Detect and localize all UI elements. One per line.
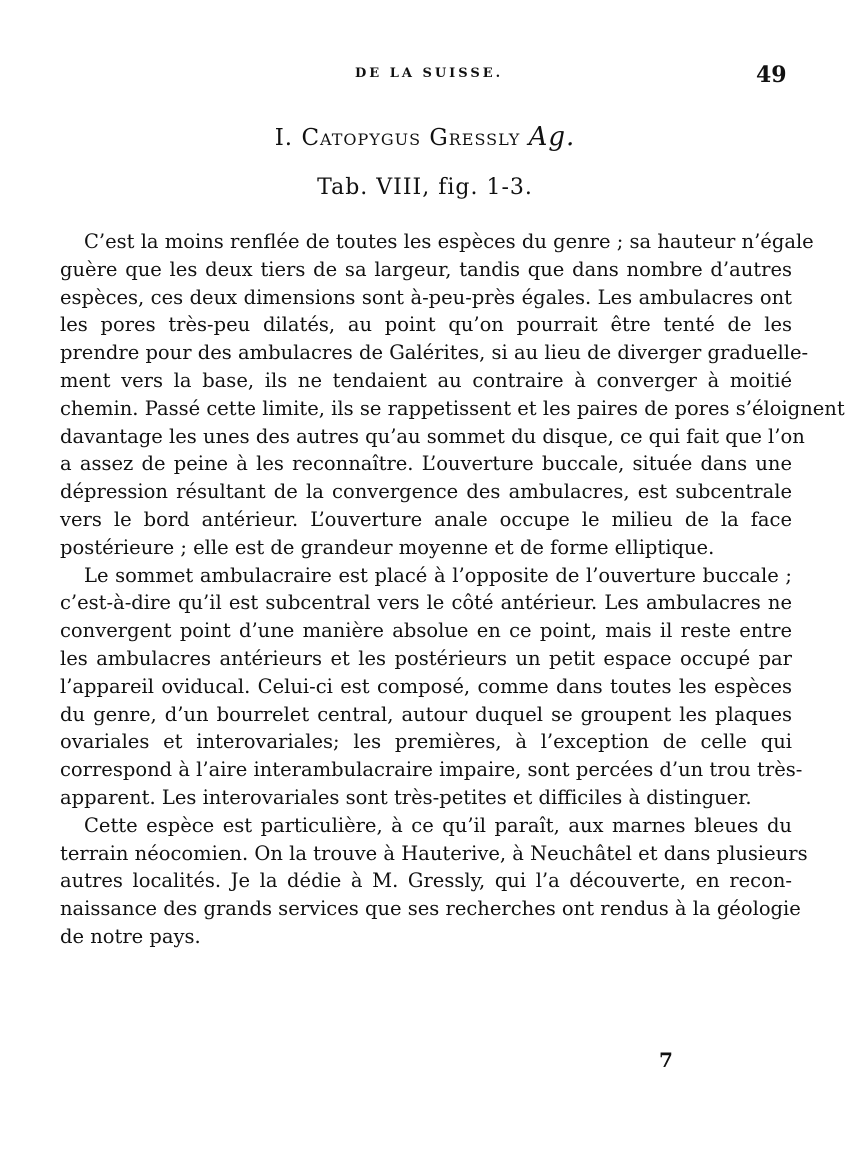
running-head bbox=[0, 64, 850, 88]
running-title: DE LA SUISSE. bbox=[355, 66, 504, 81]
text-line: chemin. Passé cette limite, ils se rappetissent et les paires de pores s’éloignent bbox=[60, 396, 845, 420]
text-line: autres localités. Je la dédie à M. Gressly, qui l’a découverte, en recon- bbox=[60, 869, 792, 893]
page-number: 49 bbox=[756, 62, 787, 88]
text-line: les pores très-peu dilatés, au point qu’on pourrait être tenté de les bbox=[60, 313, 792, 337]
text-line: Cette espèce est particulière, à ce qu’il paraît, aux marnes bleues du bbox=[84, 813, 792, 837]
text-line: a assez de peine à les reconnaître. L’ouverture buccale, située dans une bbox=[60, 452, 792, 476]
text-line: espèces, ces deux dimensions sont à-peu-près égales. Les ambulacres ont bbox=[60, 285, 792, 309]
section-number: I. bbox=[274, 125, 294, 151]
text-line: vers le bord antérieur. L’ouverture anale occupe le milieu de la face bbox=[60, 507, 792, 531]
text-line: ment vers la base, ils ne tendaient au contraire à converger à moitié bbox=[60, 368, 792, 392]
text-line: guère que les deux tiers de sa largeur, tandis que dans nombre d’autres bbox=[60, 257, 792, 281]
plate-reference: Tab. VIII, fig. 1-3. bbox=[317, 175, 533, 200]
text-line: C’est la moins renflée de toutes les espèces du genre ; sa hauteur n’égale bbox=[84, 230, 814, 253]
text-line: l’appareil oviducal. Celui-ci est composé, comme dans toutes les espèces bbox=[60, 674, 792, 698]
text-line: ovariales et interovariales; les premières, à l’exception de celle qui bbox=[60, 730, 792, 754]
text-line: postérieure ; elle est de grandeur moyenne et de forme elliptique. bbox=[60, 535, 715, 559]
text-line: Le sommet ambulacraire est placé à l’opposite de l’ouverture buccale ; bbox=[84, 563, 792, 587]
genus-name: Catopygus bbox=[301, 125, 422, 151]
text-line: davantage les unes des autres qu’au sommet du disque, ce qui fait que l’on bbox=[60, 424, 805, 448]
species-name: Gressly bbox=[429, 125, 521, 151]
paragraph-occurrence bbox=[60, 812, 808, 951]
text-line: prendre pour des ambulacres de Galérites, si au lieu de diverger graduelle- bbox=[60, 341, 809, 365]
signature-mark: 7 bbox=[659, 1048, 673, 1072]
paragraph-description bbox=[60, 228, 845, 562]
text-line: du genre, d’un bourrelet central, autour duquel se groupent les plaques bbox=[60, 702, 792, 726]
text-line: dépression résultant de la convergence des ambulacres, est subcentrale bbox=[60, 480, 792, 504]
author-abbreviation: Ag. bbox=[528, 122, 576, 152]
text-line: correspond à l’aire interambulacraire impaire, sont percées d’un trou très- bbox=[60, 758, 803, 782]
text-line: terrain néocomien. On la trouve à Hauterive, à Neuchâtel et dans plusieurs bbox=[60, 841, 808, 865]
text-line: apparent. Les interovariales sont très-petites et difficiles à distinguer. bbox=[60, 785, 752, 809]
section-title bbox=[0, 122, 850, 152]
text-line: les ambulacres antérieurs et les postérieurs un petit espace occupé par bbox=[60, 646, 792, 670]
paragraph-apex bbox=[60, 562, 803, 812]
text-line: convergent point d’une manière absolue en ce point, mais il reste entre bbox=[60, 619, 792, 643]
text-line: c’est-à-dire qu’il est subcentral vers le côté antérieur. Les ambulacres ne bbox=[60, 591, 792, 615]
text-line: naissance des grands services que ses recherches ont rendus à la géologie bbox=[60, 897, 801, 921]
body-text bbox=[60, 228, 845, 951]
text-line: de notre pays. bbox=[60, 924, 201, 948]
